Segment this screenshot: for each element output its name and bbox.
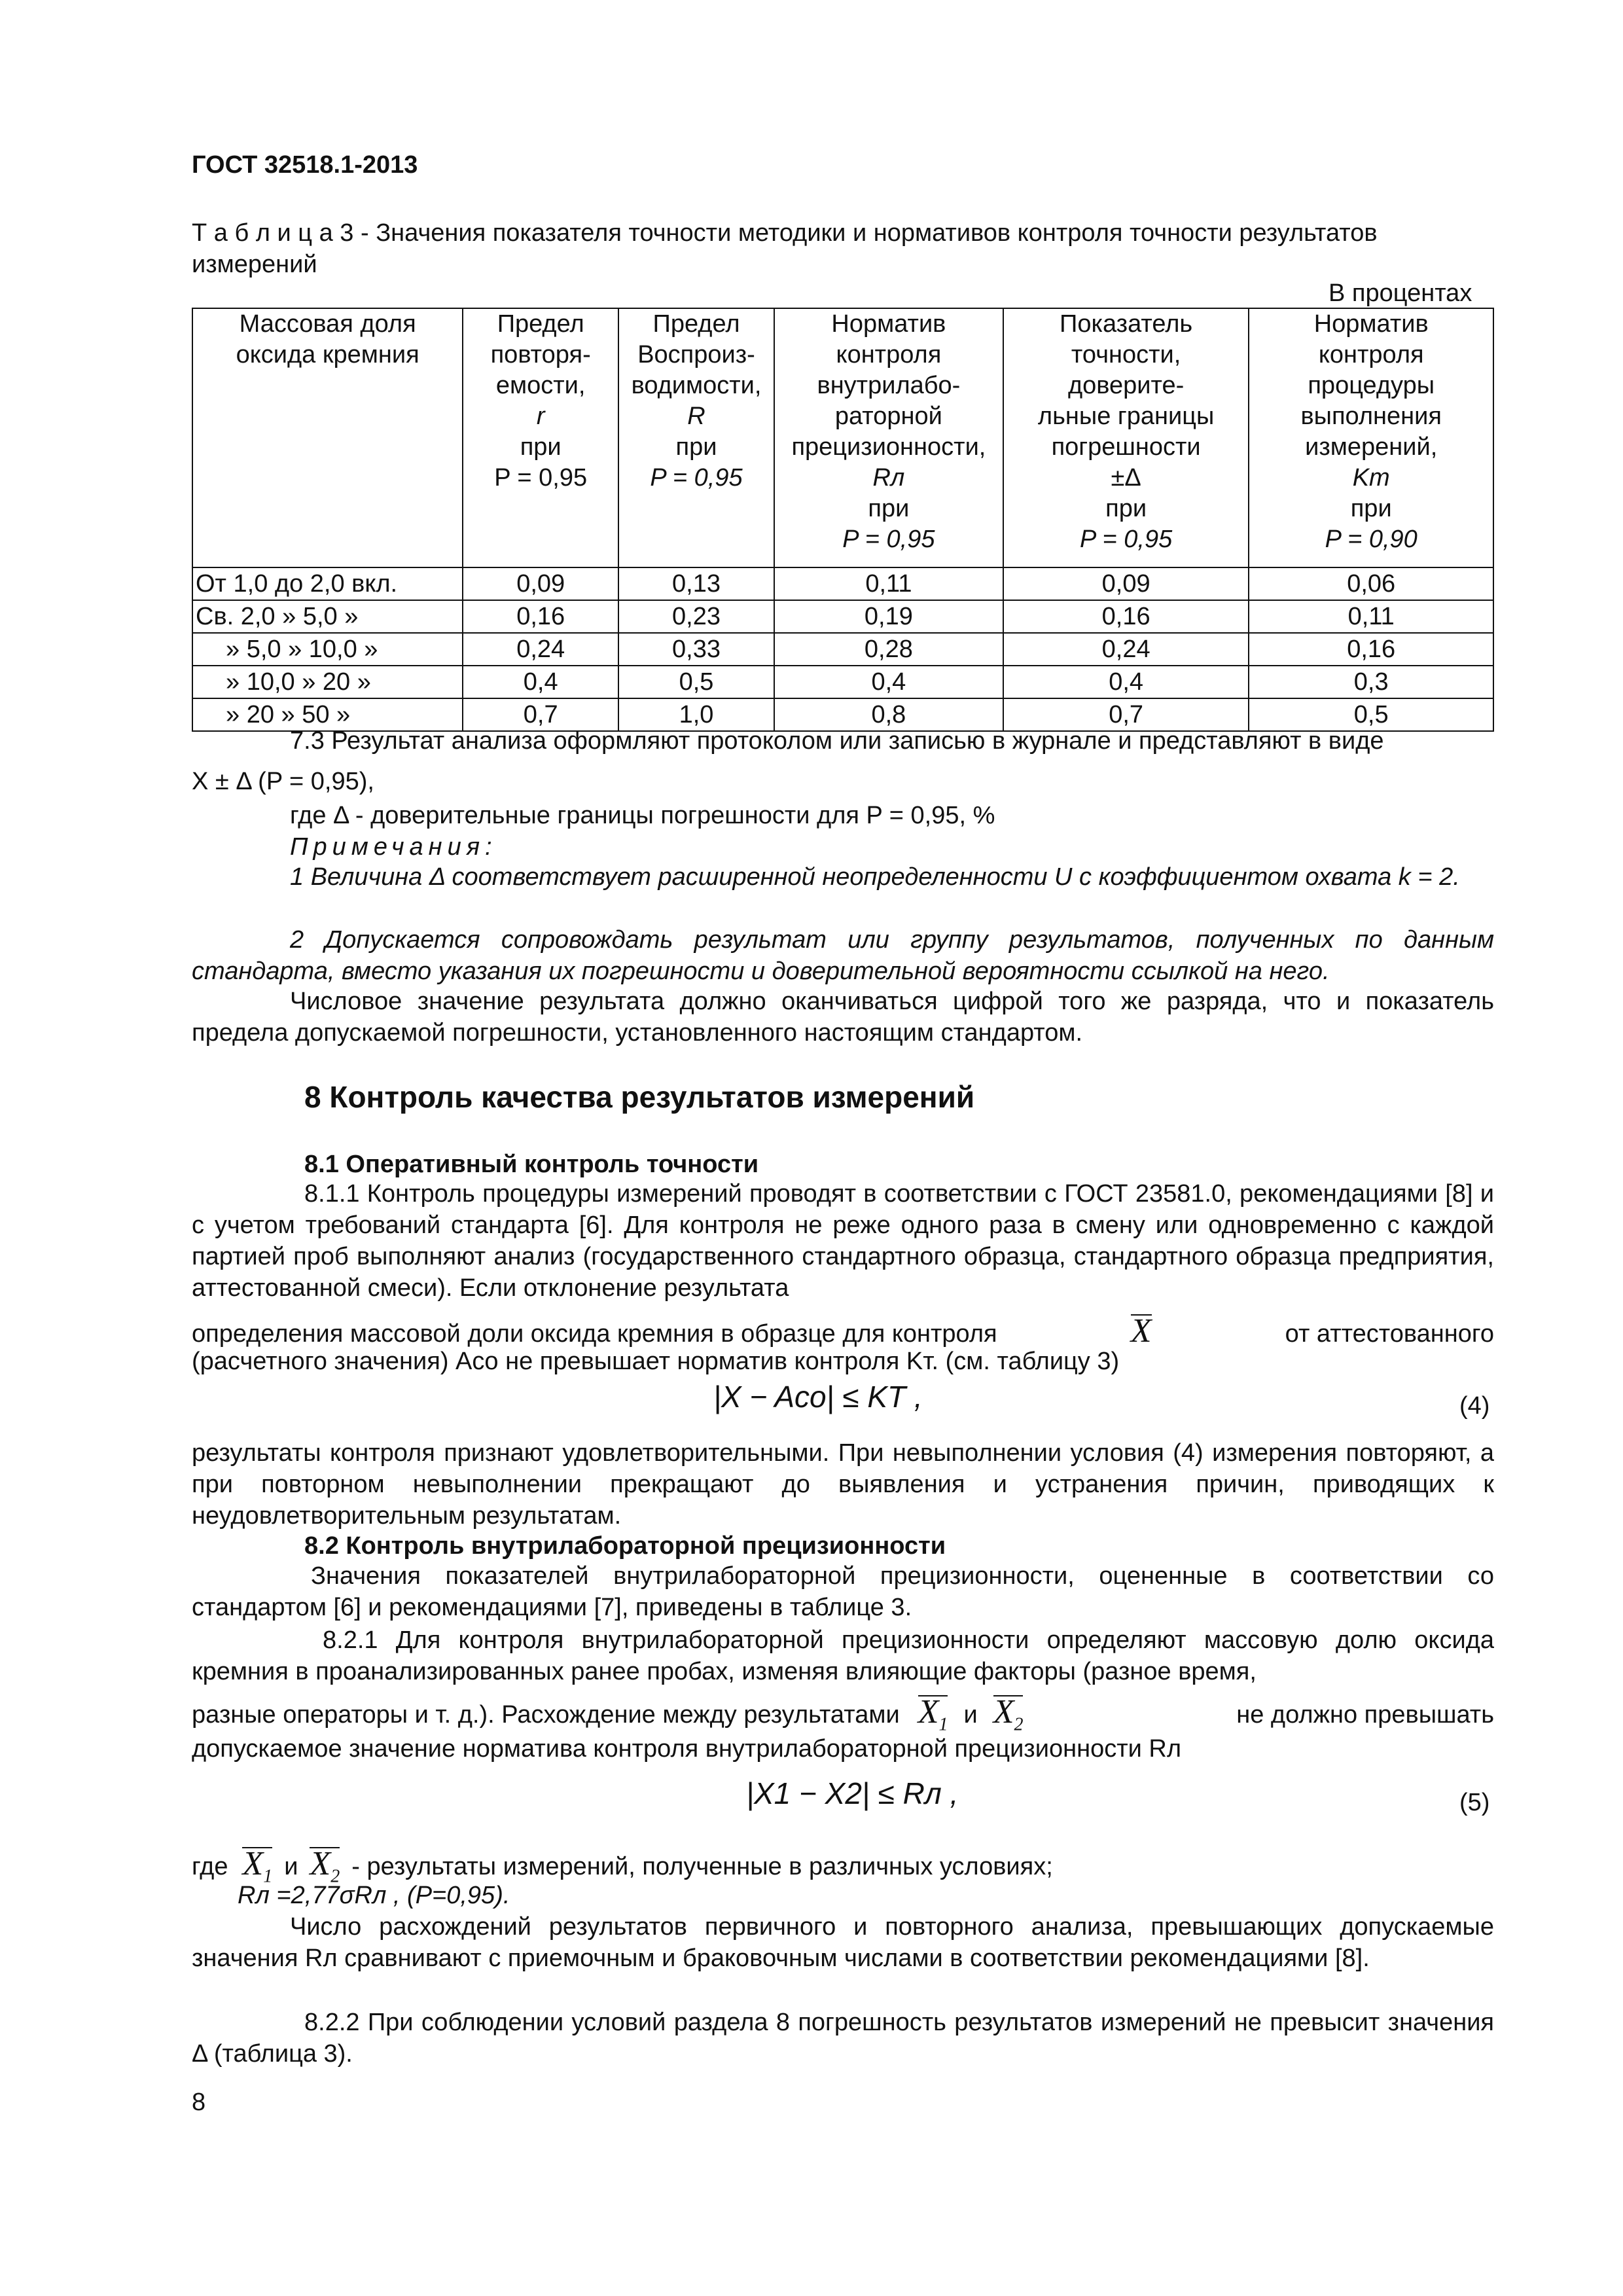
table-unit: В процентах [1329,279,1472,307]
note-1: 1 Величина Δ соответствует расширенной неопределенности U с коэффициентом охвата k = 2. [290,863,1460,891]
note-2: 2 Допускается сопровождать результат или группу результатов, полученных по данным стандарта, вместо указания их погрешности и доверительной вероятности ссылкой на него. [192,926,1494,985]
paragraph-8-1-1-result: результаты контроля признают удовлетворительными. При невыполнении условия (4) измерения повторяют, а при повторном невыполнении прекращают до выявления и устранения причин, приводящих к неудовлетворительным результатам. [192,1439,1494,1530]
col-header-procedure-control: Норматив контроля процедуры выполнения измерений, Kт при P = 0,90 [1249,308,1493,567]
table-cell: 0,23 [618,600,774,633]
table-cell: Св. 2,0 » 5,0 » [192,600,463,633]
rl-definition: Rл =2,77σRл , (P=0,95). [238,1882,510,1909]
paragraph-8-1-1: 8.1.1 Контроль процедуры измерений проводят в соответствии с ГОСТ 23581.0, рекомендациями [8] и с учетом требований стандарта [6]. Для контроля не реже одного раза в смену или одновременно с каждой партией проб выполняют анализ (государственного стандартного образца, стандартного образца предприятия, аттестованной смеси). Если отклонение результата [192,1180,1494,1302]
table-cell: 0,5 [618,666,774,698]
paragraph-8-2: Значения показателей внутрилабораторной прецизионности, оцененные в соответствии со стандартом [6] и рекомендациями [7], приведены в таблице 3. [192,1562,1494,1621]
table-cell: 0,19 [774,600,1003,633]
equation-5-number: (5) [1459,1789,1490,1816]
paragraph-8-2-1-norm: допускаемое значение норматива контроля внутрилабораторной прецизионности Rл [192,1735,1182,1763]
col-header-mass-fraction: Массовая доля оксида кремния [192,308,463,567]
paragraph-discrepancies: Число расхождений результатов первичного и повторного анализа, превышающих допускаемые значения Rл сравнивают с приемочным и браковочным числами в соответствии рекомендациями [8]. [192,1913,1494,1972]
table-cell: 0,4 [774,666,1003,698]
precision-table [192,308,1494,732]
table-cell: 0,11 [774,567,1003,600]
section-8-2-title: 8.2 Контроль внутрилабораторной прецизионности [304,1532,946,1560]
col-header-repeatability: Предел повторя- емости, r при P = 0,95 [463,308,618,567]
document-header: ГОСТ 32518.1-2013 [192,151,418,179]
paragraph-8-1-1-text-end: от аттестованного [1285,1320,1494,1348]
table-cell: От 1,0 до 2,0 вкл. [192,567,463,600]
x2-bar-symbol-where: $X_2$ [310,1847,340,1892]
table-cell: 0,09 [1003,567,1249,600]
equation-5: |X1 − X2| ≤ Rл , [746,1776,959,1810]
table-cell: » 10,0 » 20 » [192,666,463,698]
x-bar-symbol: X [1130,1312,1152,1350]
paragraph-numeric-value: Числовое значение результата должно оканчиваться цифрой того же разряда, что и показатель предела допускаемой погрешности, установленного настоящим стандартом. [192,988,1494,1047]
table-cell: 0,16 [463,600,618,633]
result-form: X ± Δ (P = 0,95), [192,768,374,795]
table-cell: 0,09 [463,567,618,600]
table-cell: » 5,0 » 10,0 » [192,633,463,666]
col-header-accuracy: Показатель точности, доверите- льные границы погрешности ±Δ при P = 0,95 [1003,308,1249,567]
table-cell: 0,7 [1003,698,1249,731]
table-caption: Т а б л и ц а 3 - Значения показателя точности методики и нормативов контроля точности результатов измерений [192,219,1378,278]
paragraph-8-2-2: 8.2.2 При соблюдении условий раздела 8 погрешность результатов измерений не превысит значения Δ (таблица 3). [192,2009,1494,2068]
paragraph-8-1-1-text: определения массовой доли оксида кремния в образце для контроля [192,1320,997,1348]
table-cell: 0,06 [1249,567,1493,600]
table-cell: 0,13 [618,567,774,600]
x2-bar-symbol: $X_2$ [993,1695,1024,1740]
paragraph-8-2-1: 8.2.1 Для контроля внутрилабораторной прецизионности определяют массовую долю оксида кремния в проанализированных ранее пробах, изменяя влияющие факторы (разное время, [192,1626,1494,1685]
table-cell: 0,16 [1249,633,1493,666]
x1-bar-symbol-where: $X_1$ [242,1847,272,1892]
paragraph-7-3: 7.3 Результат анализа оформляют протоколом или записью в журнале и представляют в виде [290,727,1384,755]
table-cell: 0,3 [1249,666,1493,698]
col-header-reproducibility: Предел Воспроиз- водимости, R при P = 0,95 [618,308,774,567]
table-cell: 0,28 [774,633,1003,666]
delta-definition: где Δ - доверительные границы погрешности для P = 0,95, % [290,802,995,829]
col-header-intralab-precision: Норматив контроля внутрилабо- раторной прецизионности, Rл при P = 0,95 [774,308,1003,567]
table-row [192,633,1493,666]
table-cell: 0,24 [463,633,618,666]
table-cell: 0,33 [618,633,774,666]
table-cell: 1,0 [618,698,774,731]
table-cell: 0,8 [774,698,1003,731]
table-cell: 0,7 [463,698,618,731]
table-row [192,567,1493,600]
page-number: 8 [192,2089,206,2116]
table-cell: 0,5 [1249,698,1493,731]
x1-bar-symbol: $X_1$ [918,1695,948,1740]
table-row [192,600,1493,633]
table-cell: » 20 » 50 » [192,698,463,731]
table-cell: 0,11 [1249,600,1493,633]
where-description: - результаты измерений, полученные в различных условиях; [351,1853,1053,1880]
paragraph-8-2-1-text: разные операторы и т. д.). Расхождение между результатами [192,1701,900,1729]
equation-4: |X − Aco| ≤ KT , [713,1380,923,1414]
paragraph-8-1-1-line [192,1314,1494,1350]
and-text: и [963,1701,978,1729]
table-cell: 0,4 [463,666,618,698]
equation-4-number: (4) [1459,1392,1490,1420]
paragraph-8-2-1-text-end: не должно превышать [1236,1701,1494,1729]
table-cell: 0,24 [1003,633,1249,666]
section-8-title: 8 Контроль качества результатов измерений [304,1080,975,1114]
table-cell: 0,4 [1003,666,1249,698]
paragraph-8-1-1-condition: (расчетного значения) Aco не превышает норматив контроля Kт. (см. таблицу 3) [192,1348,1120,1375]
table-cell: 0,16 [1003,600,1249,633]
section-8-1-title: 8.1 Оперативный контроль точности [304,1151,759,1178]
where-and-text: и [284,1853,298,1880]
notes-title: Примечания: [290,833,497,861]
where-text: где [192,1853,228,1880]
table-row [192,666,1493,698]
table-header-row [192,308,1493,567]
